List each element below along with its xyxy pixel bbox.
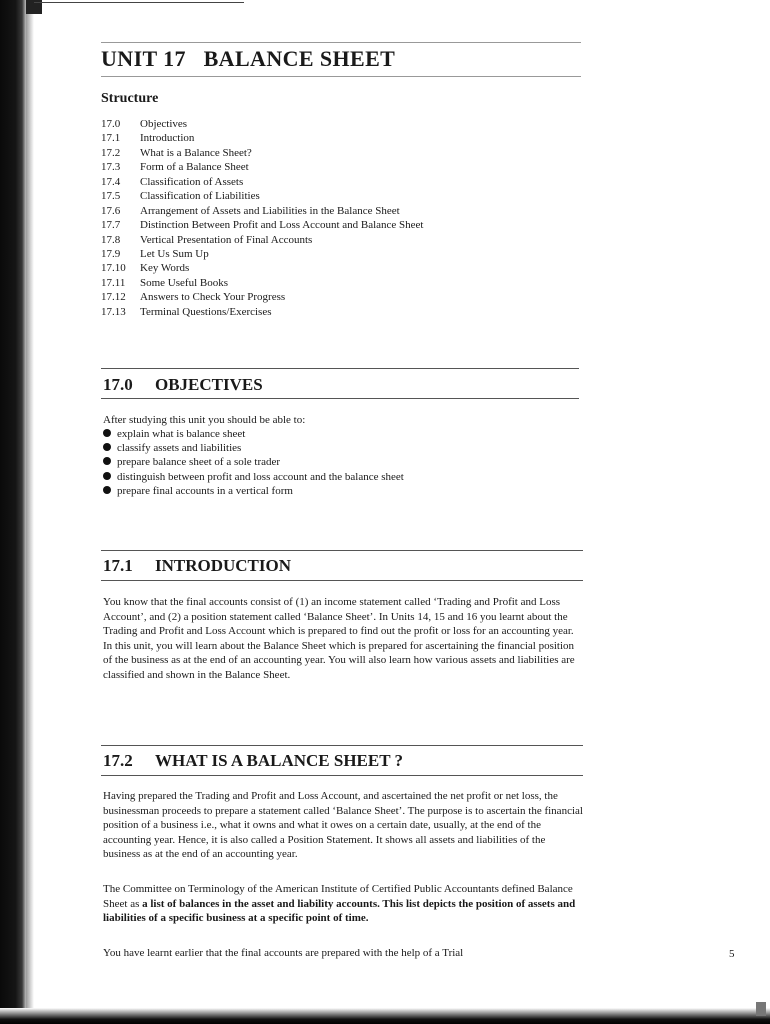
section-title: OBJECTIVES: [155, 375, 263, 394]
toc-item-title: Terminal Questions/Exercises: [140, 305, 272, 318]
objective-text: explain what is balance sheet: [117, 428, 246, 440]
toc-item: [101, 160, 424, 174]
structure-heading: Structure: [101, 91, 159, 106]
objective-item: [103, 484, 404, 498]
objective-item: [103, 427, 404, 441]
toc-item-title: Let Us Sum Up: [140, 247, 209, 260]
toc-item-title: Introduction: [140, 132, 195, 145]
rule: [101, 775, 583, 776]
section-number: 17.0: [103, 375, 133, 394]
rule: [101, 550, 583, 551]
toc-item-number: 17.6: [101, 204, 121, 217]
objective-item: [103, 455, 404, 469]
scan-top-line: [34, 2, 244, 3]
toc-item: [101, 247, 424, 261]
toc-item-title: Distinction Between Profit and Loss Account and Balance Sheet: [140, 219, 424, 232]
objective-item: [103, 470, 404, 484]
scan-shadow-left: [0, 0, 26, 1024]
bullet-icon: [103, 429, 111, 437]
objective-item: [103, 441, 404, 455]
toc-item-title: Key Words: [140, 262, 190, 275]
toc-item: [101, 146, 424, 160]
definition-lead: The Committee on Terminology of the American Institute of Certified Public Accountants defined Balance Sheet as: [103, 883, 573, 910]
toc-item-number: 17.7: [101, 219, 121, 232]
rule: [101, 745, 583, 746]
rule: [101, 76, 581, 77]
definition-bold: a list of balances in the asset and liability accounts. This list depicts the position of assets and liabilities of a specific business at a specific point of time.: [103, 897, 576, 924]
rule: [101, 368, 579, 369]
rule: [101, 42, 581, 43]
what-is-paragraph-2: [103, 882, 583, 926]
toc-item-title: Classification of Assets: [140, 175, 244, 188]
toc-item: [101, 290, 424, 304]
objective-text: distinguish between profit and loss account and the balance sheet: [117, 470, 404, 483]
bullet-icon: [103, 457, 111, 465]
toc-item-number: 17.11: [101, 276, 126, 289]
objectives-list: [103, 427, 404, 498]
scan-shadow-bottom: [0, 1008, 770, 1024]
section-heading-objectives: [103, 375, 263, 395]
toc-item-number: 17.8: [101, 233, 121, 246]
page-number: 5: [729, 948, 735, 960]
section-number: 17.2: [103, 751, 133, 770]
toc-item: [101, 261, 424, 275]
toc-item-number: 17.0: [101, 118, 121, 130]
toc-item-number: 17.2: [101, 146, 121, 159]
bullet-icon: [103, 472, 111, 480]
unit-title: UNIT 17 BALANCE SHEET: [101, 46, 396, 71]
scan-shadow-left-fade: [26, 0, 34, 1024]
what-is-paragraph-1: Having prepared the Trading and Profit and Loss Account, and ascertained the net profit or net loss, the businessman proceeds to prepare a statement called ‘Balance Sheet’. The purpose is to ascertain the financial position of a business i.e., what it owns and what it owes on a certain date, usually, at the end of the accounting year. Hence, it is also called a Position Statement. It shows all assets and liabilities of the business as at the end of an accounting year.: [103, 790, 583, 860]
section-heading-what-is: [103, 751, 403, 771]
section-title: INTRODUCTION: [155, 556, 292, 575]
toc-item-number: 17.4: [101, 175, 121, 188]
bullet-icon: [103, 486, 111, 494]
objective-text: prepare final accounts in a vertical form: [117, 484, 293, 497]
toc-item-number: 17.1: [101, 132, 121, 145]
toc-item-title: What is a Balance Sheet?: [140, 146, 252, 159]
objective-text: classify assets and liabilities: [117, 442, 242, 455]
toc-item-number: 17.3: [101, 161, 121, 174]
toc-item: [101, 117, 424, 131]
toc-item-title: Form of a Balance Sheet: [140, 161, 249, 174]
scan-corner-mark-bottom: [756, 1002, 766, 1016]
toc-item-number: 17.5: [101, 190, 121, 203]
section-heading-introduction: [103, 556, 291, 576]
toc-item: [101, 218, 424, 232]
toc-item-number: 17.12: [101, 291, 126, 304]
toc-item-title: Some Useful Books: [140, 276, 228, 289]
toc-item-title: Classification of Liabilities: [140, 190, 260, 203]
toc-item: [101, 189, 424, 203]
toc-item-title: Arrangement of Assets and Liabilities in the Balance Sheet: [140, 204, 400, 217]
objective-text: prepare balance sheet of a sole trader: [117, 456, 281, 469]
toc-item: [101, 276, 424, 290]
toc-item-title: Vertical Presentation of Final Accounts: [140, 233, 313, 246]
introduction-paragraph: You know that the final accounts consist of (1) an income statement called ‘Trading and Profit and Loss Account’, and (2) a position statement called ‘Balance Sheet’. In Units 14, 15 and 16 you learnt about the Trading and Profit and Loss Account which is prepared to find out the profit or loss for an accounting year. In this unit, you will learn about the Balance Sheet which is prepared for ascertaining the financial position of the business as at the end of an accounting year. You will also learn how various assets and liabilities are classified and shown in the Balance Sheet.: [103, 596, 575, 681]
toc-item-title: Objectives: [140, 118, 188, 130]
objectives-intro: After studying this unit you should be able to:: [103, 414, 306, 426]
toc-item: [101, 233, 424, 247]
section-title: WHAT IS A BALANCE SHEET ?: [155, 751, 404, 770]
toc-item-number: 17.10: [101, 262, 126, 275]
rule: [101, 580, 583, 581]
toc-item-number: 17.13: [101, 305, 126, 318]
toc-item: [101, 204, 424, 218]
what-is-paragraph-3: You have learnt earlier that the final accounts are prepared with the help of a Trial: [103, 947, 464, 959]
section-number: 17.1: [103, 556, 133, 575]
toc-item: [101, 131, 424, 145]
toc-item: [101, 175, 424, 189]
bullet-icon: [103, 443, 111, 451]
toc-item-title: Answers to Check Your Progress: [140, 291, 286, 304]
toc-item: [101, 305, 424, 319]
toc-item-number: 17.9: [101, 247, 121, 260]
table-of-contents: [101, 117, 424, 319]
rule: [101, 398, 579, 399]
